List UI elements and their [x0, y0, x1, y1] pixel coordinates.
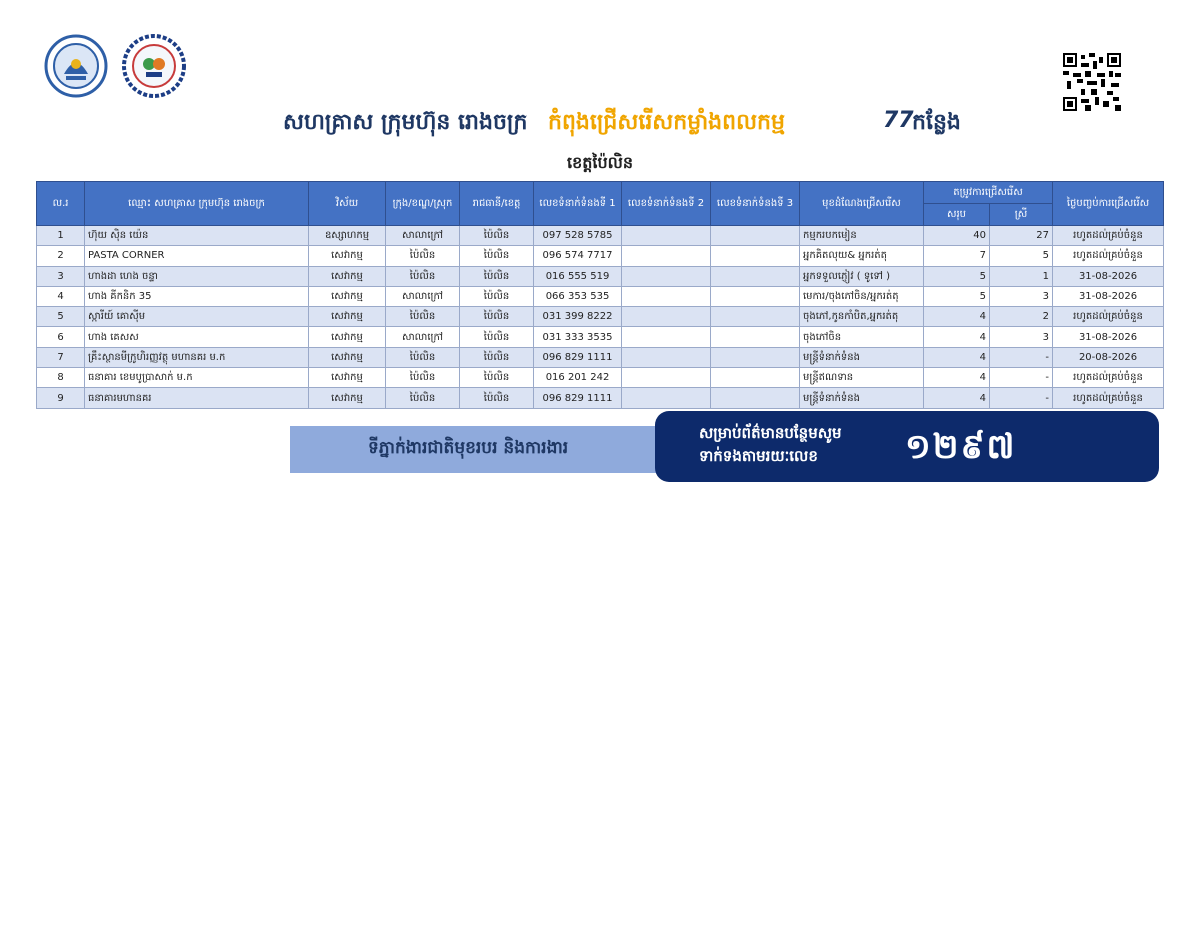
- cell-position: មន្ត្រីទំនាក់ទំនង: [800, 347, 924, 367]
- table-row: [37, 246, 1164, 266]
- cell-sector: សេវាកម្ម: [309, 266, 386, 286]
- header-no: ល.រ: [37, 182, 85, 226]
- header-total: សរុប: [924, 204, 990, 226]
- cell-position: មន្ត្រីឥណទាន: [800, 368, 924, 388]
- table-row: [37, 347, 1164, 367]
- title-count: 77: [883, 108, 914, 133]
- cell-sector: សេវាកម្ម: [309, 388, 386, 408]
- table-row: [37, 388, 1164, 408]
- nssf-seal-icon: [122, 34, 186, 98]
- cell-female: 27: [990, 226, 1053, 246]
- cell-phone2: [622, 347, 711, 367]
- cell-province: ប៉ៃលិន: [460, 307, 534, 327]
- header-needs: តម្រូវការជ្រើសរើស: [924, 182, 1053, 204]
- cell-name: ស្ការីយ៍ គោស៊ីម: [85, 307, 309, 327]
- header-name: ឈ្មោះ សហគ្រាស ក្រុមហ៊ុន រោងចក្រ: [85, 182, 309, 226]
- header-female: ស្រី: [990, 204, 1053, 226]
- cell-position: មេការ/ចុងភៅចិន/អ្នករត់តុ: [800, 286, 924, 306]
- cell-province: ប៉ៃលិន: [460, 347, 534, 367]
- cell-phone1: 066 353 535: [534, 286, 622, 306]
- cell-phone2: [622, 246, 711, 266]
- hotline-banner: [655, 411, 1159, 482]
- cell-phone1: 096 829 1111: [534, 388, 622, 408]
- cell-phone3: [711, 226, 800, 246]
- cell-position: អ្នកទទួលភ្ញៀវ ( ទូទៅ ): [800, 266, 924, 286]
- cell-district: ប៉ៃលិន: [386, 388, 460, 408]
- cell-phone3: [711, 347, 800, 367]
- cell-district: ប៉ៃលិន: [386, 307, 460, 327]
- cell-phone3: [711, 307, 800, 327]
- cell-sector: សេវាកម្ម: [309, 347, 386, 367]
- cell-phone1: 031 333 3535: [534, 327, 622, 347]
- cell-name: ហ៊ុយ ស៊ិន យ៉េន: [85, 226, 309, 246]
- cell-name: គ្រឹះស្ថានមីក្រូហិរញ្ញវត្ថុ មហានគរ ម.ក: [85, 347, 309, 367]
- cell-deadline: រហូតដល់គ្រប់ចំនួន: [1053, 246, 1164, 266]
- cell-sector: ឧស្សាហកម្ម: [309, 226, 386, 246]
- cell-total: 4: [924, 388, 990, 408]
- cell-district: ប៉ៃលិន: [386, 368, 460, 388]
- cell-phone2: [622, 327, 711, 347]
- cell-province: ប៉ៃលិន: [460, 327, 534, 347]
- cell-no: 3: [37, 266, 85, 286]
- table-row: [37, 226, 1164, 246]
- table-row: [37, 266, 1164, 286]
- cell-position: មន្ត្រីទំនាក់ទំនង: [800, 388, 924, 408]
- header-position: មុខដំណែងជ្រើសរើស: [800, 182, 924, 226]
- cell-sector: សេវាកម្ម: [309, 327, 386, 347]
- title-unit: កន្លែង: [912, 110, 961, 135]
- cell-female: 3: [990, 286, 1053, 306]
- header-province: រាជធានី/ខេត្ត: [460, 182, 534, 226]
- province-heading: ខេត្តប៉ៃលិន: [566, 153, 633, 172]
- cell-phone3: [711, 266, 800, 286]
- cell-no: 2: [37, 246, 85, 266]
- cell-phone2: [622, 226, 711, 246]
- cell-phone3: [711, 286, 800, 306]
- cell-name: ហាង គេសស: [85, 327, 309, 347]
- cell-phone1: 031 399 8222: [534, 307, 622, 327]
- cell-phone3: [711, 246, 800, 266]
- cell-deadline: 20-08-2026: [1053, 347, 1164, 367]
- cell-district: សាលាក្រៅ: [386, 327, 460, 347]
- cell-province: ប៉ៃលិន: [460, 226, 534, 246]
- cell-no: 9: [37, 388, 85, 408]
- header-phone3: លេខទំនាក់ទំនងទី 3: [711, 182, 800, 226]
- cell-no: 8: [37, 368, 85, 388]
- header-deadline: ថ្ងៃបញ្ចប់ការជ្រើសរើស: [1053, 182, 1164, 226]
- cell-female: 5: [990, 246, 1053, 266]
- hotline-number: ១២៩៧: [905, 427, 1017, 467]
- cell-phone1: 097 528 5785: [534, 226, 622, 246]
- cell-deadline: 31-08-2026: [1053, 266, 1164, 286]
- cell-name: ហាង គីកនិក 35: [85, 286, 309, 306]
- cell-sector: សេវាកម្ម: [309, 246, 386, 266]
- cell-name: PASTA CORNER: [85, 246, 309, 266]
- contact-line2: ទាក់ទងតាមរយៈលេខ: [699, 447, 818, 465]
- cell-phone1: 096 829 1111: [534, 347, 622, 367]
- cell-female: -: [990, 388, 1053, 408]
- cell-phone1: 016 201 242: [534, 368, 622, 388]
- cell-no: 6: [37, 327, 85, 347]
- title-main: សហគ្រាស ក្រុមហ៊ុន រោងចក្រ: [283, 110, 528, 135]
- cell-phone1: 096 574 7717: [534, 246, 622, 266]
- cell-province: ប៉ៃលិន: [460, 246, 534, 266]
- table-row: [37, 327, 1164, 347]
- header-sector: វិស័យ: [309, 182, 386, 226]
- cell-deadline: រហូតដល់គ្រប់ចំនួន: [1053, 388, 1164, 408]
- cell-name: ធនាគារ ខេមបូប្រាសាក់ ម.ក: [85, 368, 309, 388]
- cell-phone1: 016 555 519: [534, 266, 622, 286]
- jobs-table: [36, 181, 1164, 409]
- header-phone1: លេខទំនាក់ទំនងទី 1: [534, 182, 622, 226]
- cell-female: 2: [990, 307, 1053, 327]
- cell-phone2: [622, 286, 711, 306]
- cell-phone2: [622, 307, 711, 327]
- cell-province: ប៉ៃលិន: [460, 286, 534, 306]
- cell-province: ប៉ៃលិន: [460, 388, 534, 408]
- cell-no: 4: [37, 286, 85, 306]
- cell-position: កម្មករបកមៀន: [800, 226, 924, 246]
- cell-total: 4: [924, 347, 990, 367]
- page-title: [0, 108, 1200, 142]
- table-row: [37, 286, 1164, 306]
- cell-district: ប៉ៃលិន: [386, 266, 460, 286]
- cell-sector: សេវាកម្ម: [309, 368, 386, 388]
- cell-sector: សេវាកម្ម: [309, 307, 386, 327]
- cell-no: 5: [37, 307, 85, 327]
- title-status: កំពុងជ្រើសរើសកម្លាំងពលកម្ម: [548, 110, 785, 135]
- cell-position: អ្នកគិតលុយ& អ្នករត់តុ: [800, 246, 924, 266]
- qr-code-icon: [1063, 53, 1121, 111]
- cell-total: 7: [924, 246, 990, 266]
- cell-total: 4: [924, 307, 990, 327]
- cell-female: -: [990, 347, 1053, 367]
- cell-deadline: រហូតដល់គ្រប់ចំនួន: [1053, 368, 1164, 388]
- cell-phone2: [622, 388, 711, 408]
- cell-no: 1: [37, 226, 85, 246]
- table-row: [37, 307, 1164, 327]
- cell-district: សាលាក្រៅ: [386, 286, 460, 306]
- cell-district: ប៉ៃលិន: [386, 246, 460, 266]
- cell-district: ប៉ៃលិន: [386, 347, 460, 367]
- cell-total: 5: [924, 266, 990, 286]
- cell-deadline: រហូតដល់គ្រប់ចំនួន: [1053, 226, 1164, 246]
- logos: [44, 34, 186, 98]
- cell-name: ហាងដា ហេង ចន្ទា: [85, 266, 309, 286]
- cell-female: 3: [990, 327, 1053, 347]
- contact-line1: សម្រាប់ព័ត៌មានបន្ថែមសូម: [699, 424, 842, 442]
- cell-female: 1: [990, 266, 1053, 286]
- cell-district: សាលាក្រៅ: [386, 226, 460, 246]
- cell-total: 5: [924, 286, 990, 306]
- header-district: ក្រុង/ខណ្ឌ/ស្រុក: [386, 182, 460, 226]
- cell-total: 4: [924, 327, 990, 347]
- cell-name: ធនាគារមហានគរ: [85, 388, 309, 408]
- cell-deadline: 31-08-2026: [1053, 327, 1164, 347]
- table-row: [37, 368, 1164, 388]
- cell-phone3: [711, 388, 800, 408]
- cell-sector: សេវាកម្ម: [309, 286, 386, 306]
- cell-deadline: រហូតដល់គ្រប់ចំនួន: [1053, 307, 1164, 327]
- cell-phone2: [622, 368, 711, 388]
- cell-total: 4: [924, 368, 990, 388]
- agency-banner: [290, 426, 670, 473]
- cell-deadline: 31-08-2026: [1053, 286, 1164, 306]
- header-phone2: លេខទំនាក់ទំនងទី 2: [622, 182, 711, 226]
- cell-position: ចុងភៅចិន: [800, 327, 924, 347]
- cell-position: ចុងភៅ,កូនកាំបិត,អ្នករត់តុ: [800, 307, 924, 327]
- cell-province: ប៉ៃលិន: [460, 368, 534, 388]
- cell-phone3: [711, 368, 800, 388]
- cell-province: ប៉ៃលិន: [460, 266, 534, 286]
- cell-phone3: [711, 327, 800, 347]
- ministry-seal-icon: [44, 34, 108, 98]
- cell-female: -: [990, 368, 1053, 388]
- cell-no: 7: [37, 347, 85, 367]
- agency-name: ទីភ្នាក់ងារជាតិមុខរបរ និងការងារ: [368, 438, 569, 458]
- cell-phone2: [622, 266, 711, 286]
- cell-total: 40: [924, 226, 990, 246]
